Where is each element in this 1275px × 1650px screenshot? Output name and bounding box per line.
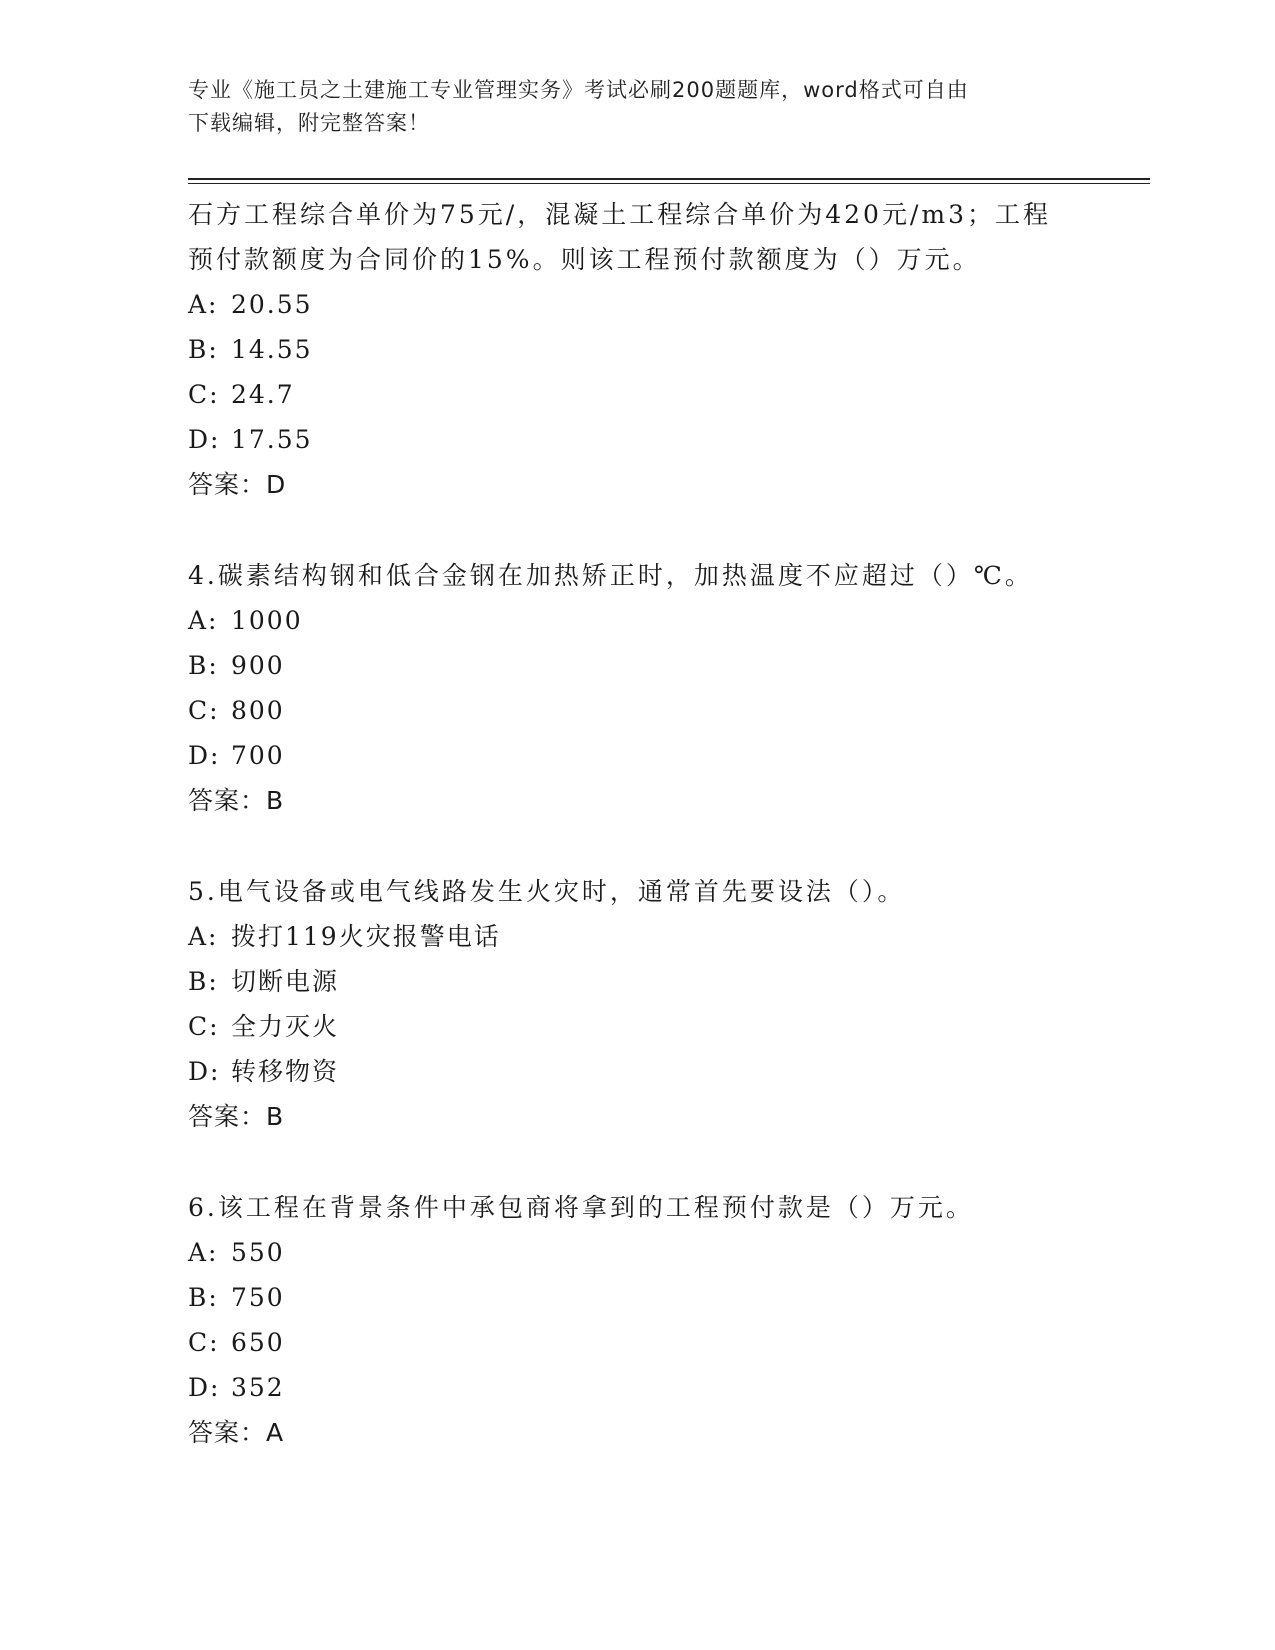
question-list [188, 192, 1148, 1455]
option-d [188, 1049, 1148, 1094]
option-value: 20.55 [231, 290, 313, 319]
option-label: C: [188, 380, 220, 409]
option-label: C: [188, 696, 220, 725]
option-label: C: [188, 1328, 220, 1357]
question-spacer [188, 507, 1148, 553]
option-label: A: [188, 922, 219, 951]
option-d [188, 417, 1148, 462]
option-b [188, 959, 1148, 1004]
option-c [188, 1320, 1148, 1365]
option-label: B: [188, 967, 219, 996]
question-text-line: 6.该工程在背景条件中承包商将拿到的工程预付款是（）万元。 [188, 1193, 974, 1222]
option-value: 全力灭火 [231, 1012, 340, 1041]
option-value: 转移物资 [231, 1057, 340, 1086]
answer: 答案：D [188, 470, 287, 499]
option-value: 550 [231, 1238, 285, 1267]
option-b [188, 643, 1148, 688]
option-c [188, 1004, 1148, 1049]
option-value: 750 [231, 1283, 285, 1312]
option-label: D: [188, 1057, 221, 1086]
question-text-line: 石方工程综合单价为75元/，混凝土工程综合单价为420元/m3；工程 [188, 200, 1051, 229]
question-6 [188, 1185, 1148, 1455]
option-d [188, 1365, 1148, 1410]
option-c [188, 688, 1148, 733]
answer: 答案：B [188, 786, 285, 815]
option-label: D: [188, 1373, 221, 1402]
option-value: 650 [231, 1328, 285, 1357]
option-d [188, 733, 1148, 778]
option-value: 900 [231, 651, 285, 680]
question-text-line: 预付款额度为合同价的15%。则该工程预付款额度为（）万元。 [188, 245, 981, 274]
option-label: D: [188, 425, 221, 454]
document-header [188, 74, 1088, 140]
option-label: B: [188, 1283, 219, 1312]
answer: 答案：B [188, 1102, 285, 1131]
option-b [188, 327, 1148, 372]
header-line-2: 下载编辑，附完整答案！ [188, 111, 430, 135]
option-label: D: [188, 741, 221, 770]
option-value: 352 [231, 1373, 285, 1402]
question-5 [188, 869, 1148, 1139]
question-spacer [188, 823, 1148, 869]
question-spacer [188, 1139, 1148, 1185]
question-3 [188, 192, 1148, 507]
option-a [188, 914, 1148, 959]
question-text-line: 4.碳素结构钢和低合金钢在加热矫正时，加热温度不应超过（）℃。 [188, 561, 1033, 590]
option-value: 24.7 [231, 380, 295, 409]
option-b [188, 1275, 1148, 1320]
option-label: B: [188, 335, 219, 364]
option-label: C: [188, 1012, 220, 1041]
option-value: 14.55 [231, 335, 313, 364]
header-divider [188, 178, 1150, 184]
option-value: 17.55 [231, 425, 313, 454]
option-value: 1000 [231, 606, 303, 635]
question-text-line: 5.电气设备或电气线路发生火灾时，通常首先要设法（）。 [188, 877, 906, 906]
option-value: 800 [231, 696, 285, 725]
answer: 答案：A [188, 1418, 285, 1447]
option-value: 切断电源 [231, 967, 340, 996]
option-label: B: [188, 651, 219, 680]
option-a [188, 1230, 1148, 1275]
option-value: 拨打119火灾报警电话 [231, 922, 501, 951]
header-line-1: 专业《施工员之土建施工专业管理实务》考试必刷200题题库，word格式可自由 [188, 78, 969, 102]
option-label: A: [188, 606, 219, 635]
option-a [188, 598, 1148, 643]
option-label: A: [188, 290, 219, 319]
option-c [188, 372, 1148, 417]
option-value: 700 [231, 741, 285, 770]
question-4 [188, 553, 1148, 823]
option-a [188, 282, 1148, 327]
option-label: A: [188, 1238, 219, 1267]
